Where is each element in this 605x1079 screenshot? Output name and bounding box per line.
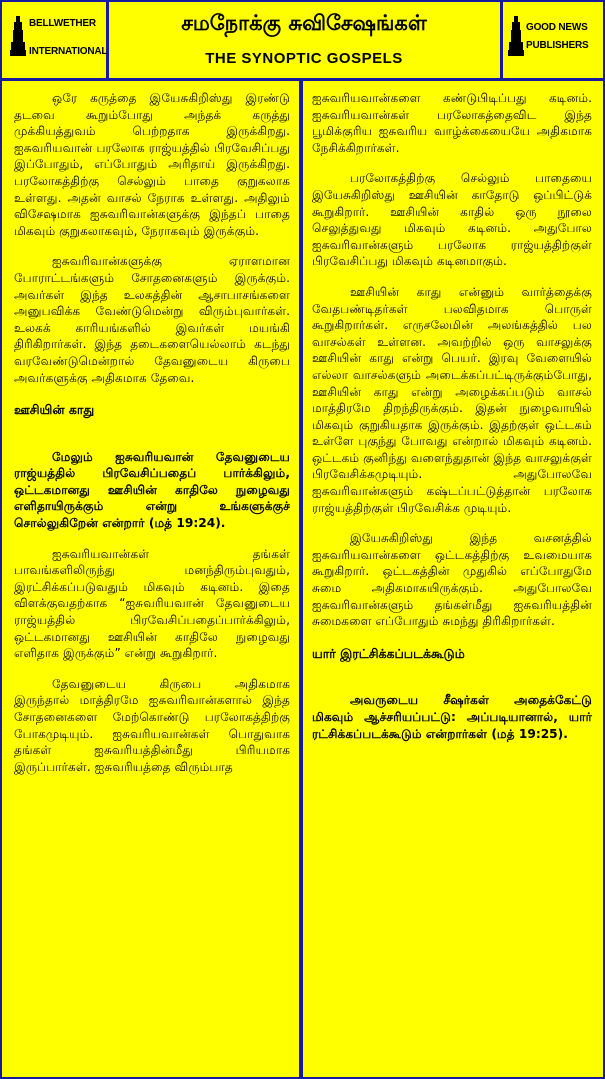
scripture-verse-matt-19-24: மேலும் ஐசுவரியவான் தேவனுடைய ராஜ்யத்தில் பிரவேசிப்பதைப் பார்க்கிலும், ஒட்டகமானது ஊசியின் காதிலே நுழைவது எளிதாயிருக்கும் என்று உங்களுக்குச் சொல்லுகிறேன் என்றார் (மத் 19:24). — [14, 449, 290, 531]
bellwether-logo — [2, 2, 109, 78]
right-paragraph-3: ஊசியின் காது என்னும் வார்த்தைக்கு வேதபண்டிதர்கள் பலவிதமாக பொருள் கூறுகிறார்கள். எருசலேமின் அலங்கத்தில் பல வாசல்கள் உள்ளன. அவற்றில் ஒரு வாசலுக்கு ஊசியின் காது என்று பெயர். இரவு வேளையில் எல்லா வாசல்களும் அடைக்கப்பட்டிருக்கும்போது, ஊசியின் காது என்று அழைக்கப்படும் வாசல் மாத்திரமே திறந்திருக்கும். இதன் நுழைவாயில் மிகவும் குறுகியதாக இருக்கும். இதற்குள் ஒட்டகம் உள்ளே புகுந்து போவது என்றால் மிகவும் கடினம். ஒட்டகம் குனிந்து வளைந்துதான் இந்த வாசலுக்குள் பிரவேசிக்கமுடியும். அதுபோலவே ஐசுவரிவான்களும் கஷ்டப்பட்டுத்தான் பரலோக ராஜ்யத்திற்குள் பிரவேசிக்க முடியும். — [312, 284, 592, 515]
right-paragraph-4: இயேசுகிறிஸ்து இந்த வசனத்தில் ஐசுவரியவான்களை ஒட்டகத்திற்கு உவமையாக கூறுகிறார். ஒட்டகத்தின் முதுகில் எப்போதுமே சுமை அதிகமாகயிருக்கும். அதுபோலவே ஐசுவரிவான்களும் தங்கள்மீது ஐசுவரியத்தின் சுமைகளை எப்போதும் சுமந்து திரிகிறார்கள். — [312, 531, 592, 629]
page-title-english: THE SYNOPTIC GOSPELS — [205, 50, 403, 67]
left-logo-line2: INTERNATIONAL — [29, 46, 108, 57]
left-column — [14, 90, 290, 789]
column-divider — [299, 81, 303, 1077]
scripture-verse-matt-19-25: அவருடைய சீஷர்கள் அதைக்கேட்டு மிகவும் ஆச்சரியப்பட்டு: அப்படியானால், யார் ரட்சிக்கப்படக்கூடும் என்றார்கள் (மத் 19:25). — [312, 693, 592, 741]
left-paragraph-1: ஒரே கருத்தை இயேசுகிறிஸ்து இரண்டு தடவை கூறும்போது அந்தக் கருத்து முக்கியத்துவம் பெற்றதாக இருக்கிறது. ஐசுவரியவான் பரலோக ராஜ்யத்தில் பிரவேசிப்பது இப்போதும், எப்போதும் அரிதாய் இருக்கிறது. பரலோகத்திற்கு செல்லும் பாதை குறுகலாக உள்ளது. அதன் வாசல் நேராக உள்ளது. அதிலும் விசேஷமாக ஐசுவரிவான்களுக்கு இந்தப் பாதை மிகவும் குறுகலாகவும், நேராகவும் இருக்கும். — [14, 91, 290, 238]
right-column — [312, 90, 592, 756]
right-paragraph-1: ஐசுவரியவான்களை கண்டுபிடிப்பது கடினம். ஐசுவரியவான்கள் பரலோகத்தைவிட இந்த பூமிக்குரிய ஐசுவரிய வாழ்க்கையையே அதிகமாக நேசிக்கிறார்கள். — [312, 91, 592, 155]
left-paragraph-2: ஐசுவரிவான்களுக்கு ஏராளமான போராட்டங்களும் சோதனைகளும் இருக்கும். அவர்கள் இந்த உலகத்தின் ஆசாபாசங்களை அனுபவிக்க வேண்டுமென்று விரும்புவார்கள். உலகக் காரியங்களில் இவர்கள் மயங்கி திரிகிறார்கள். இந்த தடைகளையெல்லாம் கடந்து வரவேண்டுமென்றால் தேவனுடைய கிருபை அவர்களுக்கு அதிகமாக தேவை. — [14, 254, 290, 385]
title-block — [109, 2, 499, 78]
left-logo-line1: BELLWETHER — [29, 18, 96, 29]
page-header — [2, 2, 603, 81]
left-paragraph-3: ஐசுவரியவான்கள் தங்கள் பாவங்களிலிருந்து மனந்திரும்புவதும், இரட்சிக்கப்படுவதும் மிகவும் கடினம். இதை விளக்குவதற்காக “ஐசுவரியவான் தேவனுடைய ராஜ்யத்தில் பிரவேசிப்பதைப்பார்க்கிலும், ஒட்டகமானது ஊசியின் காதிலே நுழைவது எளிதாக இருக்கும்” என்று கூறுகிறார். — [14, 546, 290, 661]
section-heading-needle-eye: ஊசியின் காது — [14, 402, 95, 418]
page-title-tamil: சமநோக்கு சுவிசேஷங்கள் — [181, 11, 427, 35]
left-paragraph-4: தேவனுடைய கிருபை அதிகமாக இருந்தால் மாத்திரமே ஐசுவரிவான்களால் இந்த சோதனைகளை மேற்கொண்டு பரலோகத்திற்கு போகமுடியும். ஐசுவரியவான்கள் பொதுவாக தங்கள் ஐசுவரியத்தின்மீது பிரியமாக இருப்பார்கள். ஐசுவரியத்தை விரும்பாத — [14, 676, 290, 774]
good-news-figure-icon — [508, 16, 524, 56]
right-logo-line2: PUBLISHERS — [526, 40, 589, 51]
right-paragraph-2: பரலோகத்திற்கு செல்லும் பாதையை இயேசுகிறிஸ்து ஊசியின் காதோடு ஒப்பிட்டுக் கூறுகிறார். ஊசியின் காதில் ஒரு நூலை செலுத்துவது மிகவும் கடினம். அதுபோல ஐசுவரிவான்களும் பரலோக ராஜ்யத்திற்குள் பிரவேசிப்பது மிகவும் கடினமாகும். — [312, 171, 592, 269]
right-logo-line1: GOOD NEWS — [526, 22, 588, 33]
section-heading-who-saved: யார் இரட்சிக்கப்படக்கூடும் — [312, 645, 465, 661]
bellwether-figure-icon — [10, 16, 26, 56]
good-news-logo — [500, 2, 603, 78]
